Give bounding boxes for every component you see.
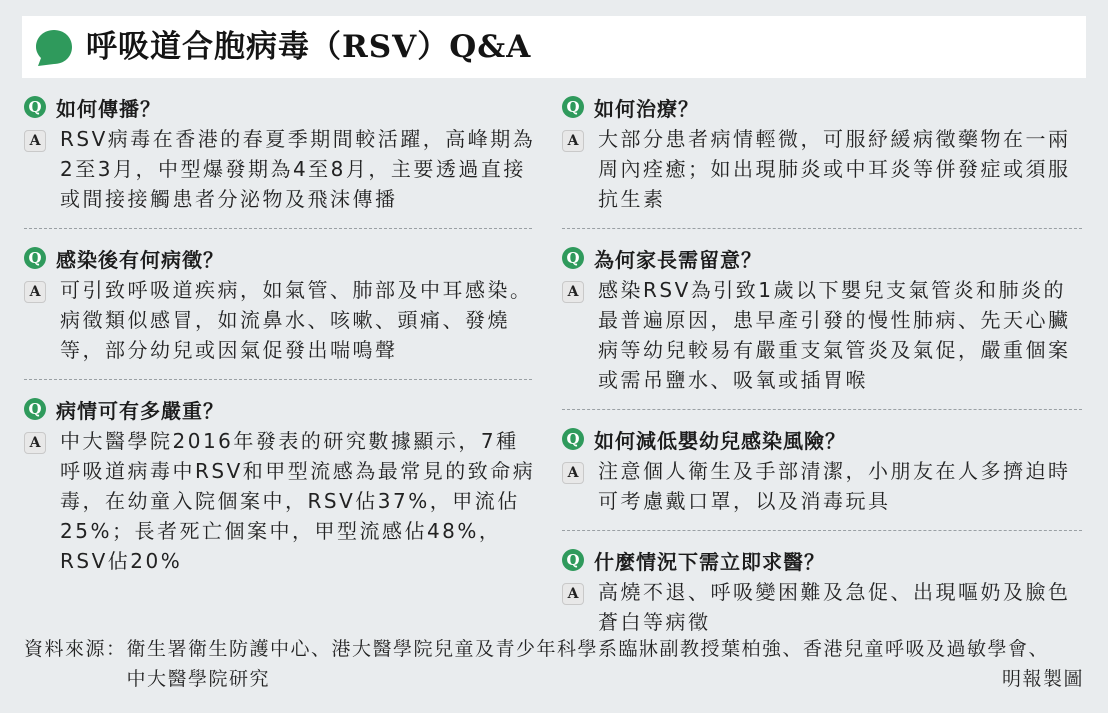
question-badge: Q xyxy=(562,428,584,450)
left-column xyxy=(24,90,544,576)
question-badge: Q xyxy=(24,96,46,118)
source-footer xyxy=(24,634,1086,694)
qa-item xyxy=(562,90,1086,214)
answer-badge: A xyxy=(562,130,584,152)
qa-item xyxy=(562,422,1086,516)
divider xyxy=(562,228,1082,229)
graphic-credit: 明報製圖 xyxy=(1001,668,1084,690)
source-label: 資料來源： xyxy=(24,638,127,660)
question-text: 什麼情況下需立即求醫？ xyxy=(594,549,825,574)
question-badge: Q xyxy=(24,247,46,269)
header-banner xyxy=(22,16,1086,78)
question-badge: Q xyxy=(562,96,584,118)
page-title: 呼吸道合胞病毒（RSV）Q&A xyxy=(86,29,532,65)
question-text: 如何傳播？ xyxy=(56,96,161,121)
question-badge: Q xyxy=(562,549,584,571)
answer-text: RSV病毒在香港的春夏季期間較活躍，高峰期為2至3月，中型爆發期為4至8月，主要透過直接或間接接觸患者分泌物及飛沫傳播 xyxy=(60,127,536,211)
answer-badge: A xyxy=(24,281,46,303)
divider xyxy=(24,228,532,229)
question-text: 如何治療？ xyxy=(594,96,699,121)
answer-badge: A xyxy=(24,130,46,152)
answer-badge: A xyxy=(562,583,584,605)
answer-text: 中大醫學院2016年發表的研究數據顯示，7種呼吸道病毒中RSV和甲型流感為最常見的致命病毒，在幼童入院個案中，RSV佔37%，甲流佔25%；長者死亡個案中，甲型流感佔48%，RSV佔20% xyxy=(60,429,536,573)
question-badge: Q xyxy=(24,398,46,420)
right-column xyxy=(562,90,1086,637)
qa-item xyxy=(24,90,544,214)
qa-item xyxy=(562,543,1086,637)
answer-text: 可引致呼吸道疾病，如氣管、肺部及中耳感染。病徵類似感冒，如流鼻水、咳嗽、頭痛、發燒等，部分幼兒或因氣促發出喘鳴聲 xyxy=(60,278,533,362)
answer-text: 注意個人衛生及手部清潔，小朋友在人多擠迫時可考慮戴口罩，以及消毒玩具 xyxy=(598,459,1071,513)
answer-badge: A xyxy=(562,281,584,303)
answer-badge: A xyxy=(24,432,46,454)
question-text: 如何減低嬰幼兒感染風險？ xyxy=(594,428,846,453)
answer-text: 感染RSV為引致1歲以下嬰兒支氣管炎和肺炎的最普遍原因，患早產引發的慢性肺病、先天心臟病等幼兒較易有嚴重支氣管炎及氣促，嚴重個案或需吊鹽水、吸氧或插胃喉 xyxy=(598,278,1071,392)
question-text: 感染後有何病徵？ xyxy=(56,247,224,272)
question-text: 為何家長需留意？ xyxy=(594,247,762,272)
divider xyxy=(562,530,1082,531)
source-text: 衛生署衛生防護中心、港大醫學院兒童及青少年科學系臨牀副教授葉柏強、香港兒童呼吸及過敏學會、中大醫學院研究 xyxy=(126,638,1050,690)
qa-item xyxy=(24,392,544,576)
qa-item xyxy=(562,241,1086,395)
divider xyxy=(24,379,532,380)
question-text: 病情可有多嚴重？ xyxy=(56,398,224,423)
qa-item xyxy=(24,241,544,365)
divider xyxy=(562,409,1082,410)
answer-badge: A xyxy=(562,462,584,484)
answer-text: 高燒不退、呼吸變困難及急促、出現嘔奶及臉色蒼白等病徵 xyxy=(598,580,1071,634)
answer-text: 大部分患者病情輕微，可服紓緩病徵藥物在一兩周內痊癒；如出現肺炎或中耳炎等併發症或須服抗生素 xyxy=(598,127,1071,211)
speech-bubble-icon xyxy=(34,28,74,68)
question-badge: Q xyxy=(562,247,584,269)
